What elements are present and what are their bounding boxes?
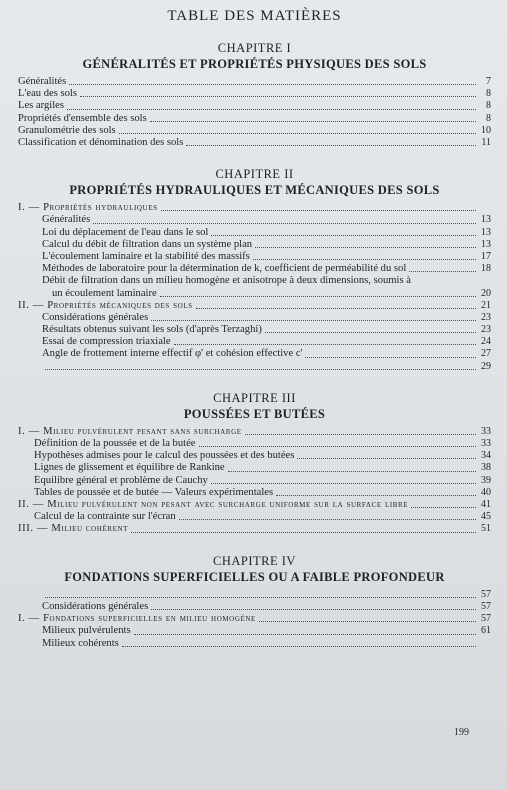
toc-entry[interactable]: [18, 263, 491, 275]
toc-entries: [18, 589, 491, 650]
toc-entry[interactable]: [18, 499, 491, 511]
toc-entry[interactable]: [18, 125, 491, 137]
toc-entry[interactable]: [18, 438, 491, 450]
entry-page-number: 13: [481, 226, 491, 238]
chapter-title: PROPRIÉTÉS HYDRAULIQUES ET MÉCANIQUES DES SOLS: [69, 183, 440, 198]
entry-label: Milieux pulvérulents: [42, 625, 131, 637]
toc-entry[interactable]: [18, 475, 491, 487]
chapter-number: CHAPITRE IV: [213, 553, 296, 568]
dot-leader: [186, 144, 476, 146]
entry-page-number: 8: [486, 100, 491, 112]
chapter-number: CHAPITRE II: [215, 167, 294, 182]
entry-page-number: 13: [481, 238, 491, 250]
chapter-section: [18, 554, 491, 650]
entry-page-number: 39: [481, 474, 491, 486]
dot-leader: [179, 518, 476, 520]
entry-label: Généralités: [18, 76, 67, 87]
toc-entry[interactable]: [18, 336, 491, 348]
toc-entry[interactable]: [18, 348, 491, 360]
page-number: 199: [454, 727, 469, 738]
dot-leader: [411, 506, 476, 508]
toc-entry[interactable]: [18, 601, 491, 613]
dot-leader: [276, 494, 476, 496]
toc-entry[interactable]: [18, 227, 491, 239]
entry-page-number: 51: [481, 523, 491, 535]
dot-leader: [253, 258, 476, 260]
entry-page-number: 23: [481, 324, 491, 336]
dot-leader: [151, 608, 476, 610]
entry-label: III. — Milieu cohérent: [18, 523, 128, 535]
entry-label: Angle de frottement interne effectif φ' et cohésion effective c': [42, 348, 303, 360]
toc-entry[interactable]: [18, 487, 491, 499]
entry-label: I. — Propriétés hydrauliques: [18, 202, 158, 214]
page-title: TABLE DES MATIÈRES: [167, 8, 342, 24]
entry-label: Loi du déplacement de l'eau dans le sol: [42, 226, 209, 238]
toc-entries: [18, 426, 491, 536]
toc-entry[interactable]: [18, 613, 491, 625]
entry-label: Équilibre général et problème de Cauchy: [34, 474, 208, 486]
dot-leader: [174, 343, 476, 345]
entry-label: Considérations générales: [42, 600, 149, 612]
entry-page-number: 17: [481, 251, 491, 263]
dot-leader: [150, 120, 476, 122]
entry-page-number: 57: [481, 600, 491, 612]
entry-page-number: 8: [486, 88, 491, 100]
toc-entry[interactable]: [18, 589, 491, 601]
toc-entry[interactable]: [18, 450, 491, 462]
toc-entry[interactable]: [18, 288, 491, 300]
chapter-title: POUSSÉES ET BUTÉES: [183, 406, 326, 421]
entry-label: L'écoulement laminaire et la stabilité des massifs: [42, 251, 250, 263]
chapter-spacer: [18, 155, 491, 167]
entry-page-number: 21: [481, 299, 491, 311]
entry-page-number: 11: [481, 137, 491, 149]
toc-entry[interactable]: [18, 202, 491, 214]
toc-entry[interactable]: [18, 113, 491, 125]
toc-entry[interactable]: [18, 511, 491, 523]
toc-entries: [18, 76, 491, 149]
toc-entries: [18, 202, 491, 373]
dot-leader: [67, 108, 476, 110]
chapter-title: GÉNÉRALITÉS ET PROPRIÉTÉS PHYSIQUES DES SOLS: [82, 57, 427, 71]
entry-page-number: 61: [481, 625, 491, 637]
entry-page-number: 13: [481, 214, 491, 226]
dot-leader: [199, 445, 477, 447]
entry-label: Les argiles: [18, 100, 64, 112]
entry-label: Considérations générales: [42, 311, 149, 323]
chapter-number: CHAPITRE I: [217, 41, 292, 55]
toc-entry[interactable]: [18, 312, 491, 324]
toc-entry[interactable]: [18, 251, 491, 263]
toc-entry[interactable]: [18, 625, 491, 637]
entry-page-number: 8: [486, 112, 491, 124]
entry-label: Débit de filtration dans un milieu homogène et anisotrope à deux dimensions, soumis à: [42, 275, 411, 287]
toc-entry[interactable]: [18, 300, 491, 312]
dot-leader: [228, 470, 476, 472]
entry-label: Granulométrie des sols: [18, 124, 116, 136]
entry-label: Hypothèses admises pour le calcul des poussées et des butées: [34, 450, 295, 462]
entry-page-number: 57: [481, 613, 491, 625]
chapter-list: [18, 41, 491, 650]
entry-label: II. — Milieu pulvérulent non pesant avec surcharge uniforme sur la surface libre: [18, 499, 409, 511]
dot-leader: [255, 246, 476, 248]
chapter-section: [18, 167, 491, 373]
toc-entry[interactable]: [18, 76, 491, 88]
dot-leader: [93, 222, 476, 224]
toc-entry[interactable]: [18, 137, 491, 149]
toc-entry[interactable]: [18, 638, 491, 650]
entry-page-number: 10: [481, 124, 491, 136]
dot-leader: [161, 209, 476, 211]
toc-entry[interactable]: [18, 100, 491, 112]
entry-label: Calcul de la contrainte sur l'écran: [34, 511, 176, 523]
entry-label: Lignes de glissement et équilibre de Rankine: [34, 462, 225, 474]
entry-page-number: 34: [481, 450, 491, 462]
toc-entry[interactable]: [18, 426, 491, 438]
dot-leader: [305, 356, 476, 358]
entry-page-number: 45: [481, 511, 491, 523]
chapter-spacer: [18, 542, 491, 554]
entry-label: L'eau des sols: [18, 88, 77, 100]
entry-label: Résultats obtenus suivant les sols (d'après Terzaghi): [42, 324, 262, 336]
entry-page-number: 23: [481, 311, 491, 323]
dot-leader: [45, 368, 476, 370]
entry-label: Généralités: [42, 214, 91, 226]
dot-leader: [69, 83, 476, 85]
entry-label: Définition de la poussée et de la butée: [34, 438, 196, 450]
entry-page-number: 27: [481, 348, 491, 360]
dot-leader: [134, 633, 476, 635]
entry-page-number: 38: [481, 462, 491, 474]
dot-leader: [151, 319, 476, 321]
dot-leader: [160, 295, 476, 297]
entry-page-number: 18: [481, 263, 491, 275]
dot-leader: [409, 270, 476, 272]
dot-leader: [259, 620, 476, 622]
toc-entry[interactable]: [18, 361, 491, 373]
chapter-section: [18, 41, 491, 149]
toc-entry[interactable]: [18, 88, 491, 100]
entry-label: Méthodes de laboratoire pour la détermination de k, coefficient de perméabilité du sol: [42, 263, 407, 275]
dot-leader: [45, 596, 476, 598]
toc-entry[interactable]: [18, 324, 491, 336]
chapter-number: CHAPITRE III: [213, 390, 296, 405]
entry-page-number: 57: [481, 588, 491, 600]
entry-page-number: 24: [481, 336, 491, 348]
toc-entry[interactable]: [18, 214, 491, 226]
entry-label: II. — Propriétés mécaniques des sols: [18, 299, 193, 311]
entry-label: Essai de compression triaxiale: [42, 336, 171, 348]
dot-leader: [196, 307, 476, 309]
dot-leader: [265, 331, 476, 333]
dot-leader: [119, 132, 476, 134]
dot-leader: [131, 531, 476, 533]
entry-page-number: 33: [481, 425, 491, 437]
dot-leader: [245, 433, 476, 435]
entry-page-number: 33: [481, 438, 491, 450]
entry-label: Calcul du débit de filtration dans un système plan: [42, 238, 253, 250]
chapter-spacer: [18, 379, 491, 391]
entry-label: Milieux cohérents: [42, 637, 119, 649]
entry-page-number: 40: [481, 486, 491, 498]
entry-label: Propriétés d'ensemble des sols: [18, 112, 147, 124]
entry-label: un écoulement laminaire: [52, 287, 157, 299]
dot-leader: [122, 645, 476, 647]
entry-label: I. — Fondations superficielles en milieu homogène: [18, 613, 256, 625]
entry-page-number: 41: [481, 499, 491, 511]
dot-leader: [211, 482, 476, 484]
toc-entry[interactable]: [18, 275, 491, 287]
dot-leader: [80, 95, 476, 97]
toc-entry[interactable]: [18, 523, 491, 535]
chapter-section: [18, 391, 491, 536]
dot-leader: [297, 457, 476, 459]
entry-page-number: 29: [481, 360, 491, 372]
entry-label: Classification et dénomination des sols: [18, 137, 184, 149]
entry-page-number: 20: [481, 287, 491, 299]
entry-label: Tables de poussée et de butée — Valeurs expérimentales: [34, 486, 274, 498]
toc-entry[interactable]: [18, 239, 491, 251]
toc-entry[interactable]: [18, 462, 491, 474]
entry-page-number: 7: [486, 76, 491, 87]
chapter-title: FONDATIONS SUPERFICIELLES OU A FAIBLE PROFONDEUR: [64, 569, 445, 584]
dot-leader: [211, 234, 476, 236]
entry-label: I. — Milieu pulvérulent pesant sans surcharge: [18, 425, 242, 437]
